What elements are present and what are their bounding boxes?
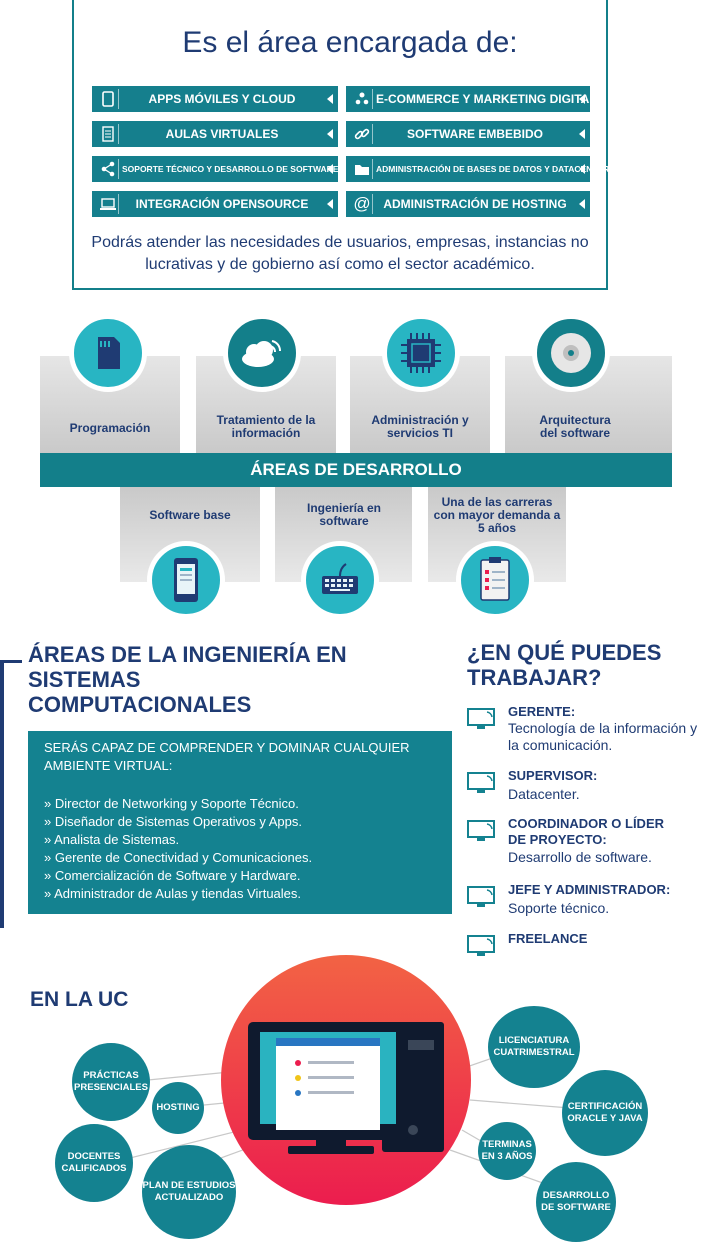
arrow-left-icon: [579, 94, 585, 104]
dev-label-arquitectura: Arquitectura del software: [539, 413, 611, 440]
pill-bases-de-datos: [346, 156, 610, 182]
pill-hosting: [346, 191, 590, 217]
document-icon: [98, 124, 119, 144]
clipboard-icon: [456, 541, 534, 619]
section-bracket-top: [0, 660, 22, 663]
pill-soporte-tecnico: [92, 156, 338, 182]
at-icon: @: [352, 194, 373, 214]
dev-label-administracion: Administración y servicios TI: [371, 413, 469, 440]
arrow-left-icon: [327, 94, 333, 104]
dev-label-programacion: Programación: [69, 421, 151, 435]
bubble-practicas: PRÁCTICAS PRESENCIALES: [72, 1043, 150, 1121]
job-desc: Desarrollo de software.: [508, 849, 652, 865]
job-title: JEFE Y ADMINISTRADOR:: [508, 882, 671, 897]
pill-apps-moviles: [92, 86, 338, 112]
job-title: GERENTE:: [508, 704, 576, 719]
pill-label: APPS MÓVILES Y CLOUD: [148, 92, 296, 106]
pill-ecommerce: [346, 86, 597, 112]
jobs-title: ¿EN QUÉ PUEDES TRABAJAR?: [467, 640, 662, 690]
intro-description: Podrás atender las necesidades de usuarios, empresas, instancias no lucrativas y de gobierno así como el sector académico.: [91, 234, 589, 273]
job-title: FREELANCE: [508, 931, 588, 946]
chip-icon: [382, 314, 460, 392]
job-desc: Soporte técnico.: [508, 900, 610, 916]
bubble-docentes: DOCENTES CALIFICADOS: [55, 1124, 133, 1202]
intro-title: Es el área encargada de:: [182, 26, 518, 59]
pill-software-embebido: [346, 121, 590, 147]
bubble-desarrollo: DESARROLLO DE SOFTWARE: [536, 1162, 616, 1242]
keyboard-icon: [301, 541, 379, 619]
arrow-left-icon: [327, 129, 333, 139]
link-icon: [352, 124, 373, 144]
bubble-hosting: HOSTING: [152, 1082, 204, 1134]
monitor-icon: [467, 934, 499, 958]
cloud-icon: [223, 314, 301, 392]
arrow-left-icon: [579, 199, 585, 209]
job-desc: Tecnología de la información y la comunicación.: [508, 720, 698, 753]
bubble-plan-estudios: PLAN DE ESTUDIOS ACTUALIZADO: [142, 1145, 236, 1239]
pill-label: INTEGRACIÓN OPENSOURCE: [135, 197, 309, 211]
pill-label: AULAS VIRTUALES: [165, 127, 279, 141]
arrow-left-icon: [579, 129, 585, 139]
areas-title: ÁREAS DE LA INGENIERÍA EN SISTEMAS COMPUTACIONALES: [28, 642, 347, 717]
list-item: » Administrador de Aulas y tiendas Virtuales.: [44, 886, 302, 901]
list-item: » Diseñador de Sistemas Operativos y Apps.: [44, 814, 302, 829]
people-icon: [352, 89, 373, 109]
pill-opensource: [92, 191, 338, 217]
section-bracket: [0, 660, 4, 928]
disc-icon: [532, 314, 610, 392]
list-item: » Director de Networking y Soporte Técnico.: [44, 796, 299, 811]
tablet-icon: [98, 89, 119, 109]
job-title: COORDINADOR O LÍDER DE PROYECTO:: [508, 816, 664, 847]
list-item: » Analista de Sistemas.: [44, 832, 180, 847]
areas-box: [28, 731, 452, 914]
dev-label-software-base: Software base: [149, 508, 231, 522]
pill-label: ADMINISTRACIÓN DE HOSTING: [383, 197, 567, 211]
pill-aulas-virtuales: [92, 121, 338, 147]
monitor-icon: [467, 819, 499, 843]
dev-band: ÁREAS DE DESARROLLO: [40, 453, 672, 487]
monitor-icon: [467, 885, 499, 909]
job-desc: Datacenter.: [508, 786, 580, 802]
monitor-icon: [467, 771, 499, 795]
arrow-left-icon: [327, 164, 333, 174]
areas-list: [44, 795, 444, 903]
pill-label: ADMINISTRACIÓN DE BASES DE DATOS Y DATACENTER: [376, 164, 610, 174]
pill-label: SOPORTE TÉCNICO Y DESARROLLO DE SOFTWARE: [122, 164, 339, 174]
list-item: » Gerente de Conectividad y Comunicaciones.: [44, 850, 313, 865]
smartphone-icon: [147, 541, 225, 619]
bubble-certificacion: CERTIFICACIÓN ORACLE Y JAVA: [562, 1070, 648, 1156]
arrow-left-icon: [327, 199, 333, 209]
sd-card-icon: [69, 314, 147, 392]
monitor-icon: [467, 707, 499, 731]
folder-icon: [352, 159, 373, 179]
laptop-icon: [98, 194, 119, 214]
dev-label-tratamiento: Tratamiento de la información: [216, 413, 316, 440]
share-icon: [98, 159, 119, 179]
job-title: SUPERVISOR:: [508, 768, 598, 783]
bubble-terminas: TERMINAS EN 3 AÑOS: [478, 1122, 536, 1180]
arrow-left-icon: [579, 164, 585, 174]
dev-label-ingenieria: Ingeniería en software: [306, 501, 382, 528]
bubble-licenciatura: LICENCIATURA CUATRIMESTRAL: [488, 1006, 580, 1088]
pill-label: SOFTWARE EMBEBIDO: [406, 127, 543, 141]
list-item: » Comercialización de Software y Hardware.: [44, 868, 301, 883]
areas-intro: SERÁS CAPAZ DE COMPRENDER Y DOMINAR CUALQUIER AMBIENTE VIRTUAL:: [44, 740, 410, 773]
pill-label: E-COMMERCE Y MARKETING DIGITAL: [376, 92, 597, 106]
dev-label-demanda: Una de las carreras con mayor demanda a 5 años: [433, 495, 561, 535]
uc-title: EN LA UC: [30, 988, 129, 1011]
